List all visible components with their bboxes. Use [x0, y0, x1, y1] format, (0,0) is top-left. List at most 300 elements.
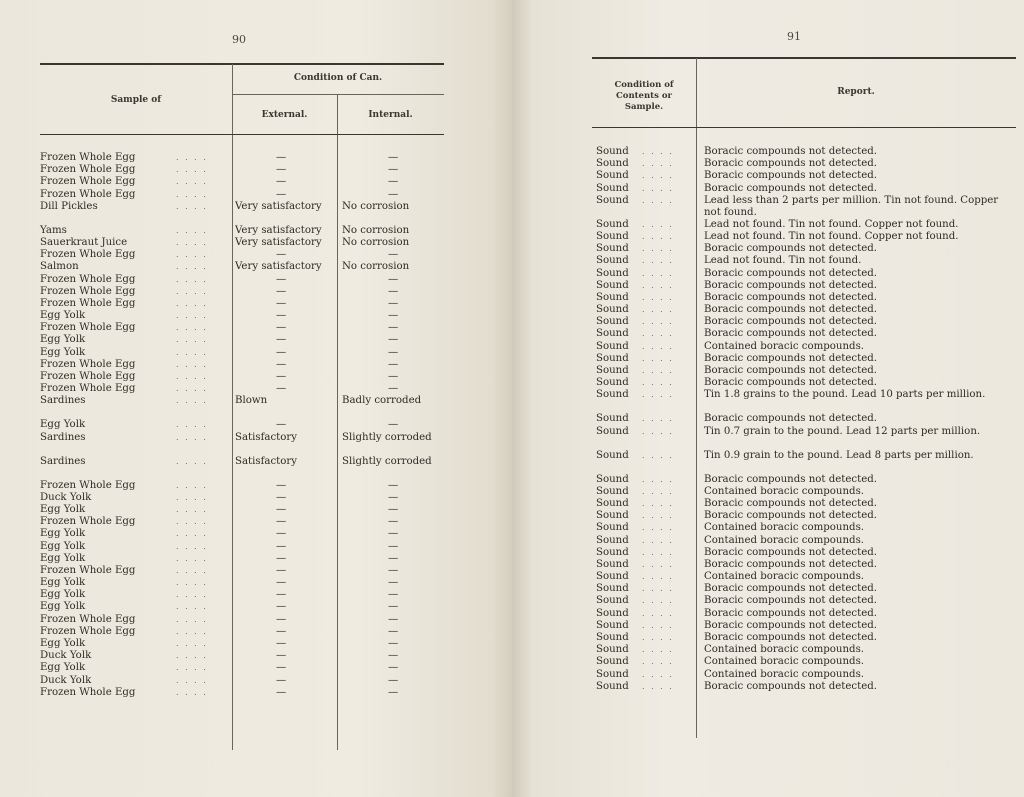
external-condition: — [276, 662, 287, 674]
report-text: Boracic compounds not detected. [704, 279, 878, 291]
leader-dots: . . . . [642, 292, 674, 302]
leader-dots: . . . . [642, 366, 674, 375]
table-row [512, 341, 1024, 353]
sample-name: Yams [40, 224, 67, 236]
table-row [0, 456, 512, 480]
table-row [0, 322, 512, 334]
table-row [512, 474, 1024, 486]
condition-value: Sound [596, 522, 629, 534]
internal-condition: Slightly corroded [342, 431, 432, 443]
table-row [0, 274, 512, 286]
leader-dots: . . . . [642, 317, 674, 327]
table-row [0, 347, 512, 359]
condition-value: Sound [596, 558, 629, 570]
internal-condition: — [388, 346, 399, 358]
external-condition: — [276, 638, 287, 649]
sample-name: Frozen Whole Egg [40, 285, 136, 297]
leader-dots: . . . . [642, 486, 674, 496]
report-text: Boracic compounds not detected. [704, 146, 878, 157]
sample-name: Egg Yolk [40, 601, 86, 613]
leader-dots: . . . . [176, 517, 208, 527]
condition-value: Sound [596, 194, 629, 206]
report-text: Boracic compounds not detected. [704, 413, 878, 425]
external-header: External. [261, 110, 308, 120]
table-row [512, 498, 1024, 510]
external-condition: — [276, 310, 287, 322]
external-condition: — [276, 503, 287, 515]
header-bottom-rule [40, 134, 444, 135]
leader-dots: . . . . [642, 244, 674, 254]
leader-dots: . . . . [642, 341, 674, 351]
internal-condition: — [388, 479, 399, 491]
table-row [512, 280, 1024, 292]
internal-condition: — [388, 334, 399, 346]
leader-dots: . . . . [176, 189, 208, 199]
leader-dots: . . . . [642, 183, 674, 193]
sample-name: Frozen Whole Egg [40, 383, 136, 395]
external-condition: — [276, 188, 287, 200]
table-row [512, 620, 1024, 632]
table-row [512, 669, 1024, 681]
condition-of-contents-header: Condition of Contents or Sample. [614, 80, 674, 112]
leader-dots: . . . . [642, 645, 674, 655]
table-row [512, 292, 1024, 304]
condition-value: Sound [596, 230, 629, 242]
table-row [0, 626, 512, 638]
leader-dots: . . . . [176, 153, 208, 162]
leader-dots: . . . . [642, 547, 674, 557]
external-condition: — [276, 516, 287, 528]
sample-name: Egg Yolk [40, 577, 86, 589]
report-text: Contained boracic compounds. [704, 522, 865, 534]
external-condition: — [276, 674, 287, 686]
left-table-body [0, 152, 512, 699]
leader-dots: . . . . [642, 329, 674, 339]
external-condition: — [276, 601, 287, 613]
internal-condition: — [388, 176, 399, 188]
condition-value: Sound [596, 328, 629, 340]
report-text: Boracic compounds not detected. [704, 619, 878, 631]
report-text: Boracic compounds not detected. [704, 680, 878, 692]
external-condition: — [276, 625, 287, 637]
sample-name: Frozen Whole Egg [40, 516, 136, 528]
table-row [512, 608, 1024, 620]
external-condition: — [276, 552, 287, 564]
leader-dots: . . . . [176, 384, 208, 394]
table-row [512, 195, 1024, 219]
condition-value: Sound [596, 170, 629, 182]
internal-condition: — [388, 564, 399, 576]
table-row [0, 237, 512, 249]
external-condition: — [276, 528, 287, 540]
leader-dots: . . . . [642, 219, 674, 229]
sample-name: Frozen Whole Egg [40, 273, 136, 285]
leader-dots: . . . . [642, 256, 674, 266]
internal-condition: — [388, 419, 399, 431]
table-row [0, 176, 512, 188]
leader-dots: . . . . [176, 602, 208, 612]
internal-condition: No corrosion [342, 200, 410, 212]
table-row [0, 164, 512, 176]
leader-dots: . . . . [642, 195, 674, 205]
condition-value: Sound [596, 644, 629, 656]
condition-value: Sound [596, 158, 629, 170]
condition-value: Sound [596, 182, 629, 194]
sample-name: Sauerkraut Juice [40, 236, 128, 248]
external-condition: — [276, 589, 287, 601]
condition-value: Sound [596, 377, 629, 389]
condition-value: Sound [596, 546, 629, 558]
condition-value: Sound [596, 340, 629, 352]
leader-dots: . . . . [176, 651, 208, 661]
internal-condition: — [388, 613, 399, 625]
condition-value: Sound [596, 316, 629, 328]
sample-name: Frozen Whole Egg [40, 164, 136, 176]
condition-value: Sound [596, 619, 629, 631]
sample-name: Sardines [40, 455, 86, 467]
leader-dots: . . . . [642, 353, 674, 363]
report-text: Contained boracic compounds. [704, 534, 865, 546]
table-row [0, 541, 512, 553]
internal-condition: — [388, 650, 399, 662]
report-text: Boracic compounds not detected. [704, 607, 878, 619]
condition-value: Sound [596, 255, 629, 267]
report-text: Boracic compounds not detected. [704, 304, 878, 316]
table-row [512, 353, 1024, 365]
internal-condition: — [388, 638, 399, 649]
sample-name: Duck Yolk [40, 491, 92, 503]
table-row [512, 559, 1024, 571]
leader-dots: . . . . [176, 274, 208, 284]
table-row [512, 170, 1024, 182]
leader-dots: . . . . [176, 298, 208, 308]
right-page [512, 0, 1024, 797]
internal-condition: — [388, 249, 399, 261]
internal-condition: No corrosion [342, 236, 410, 248]
condition-value: Sound [596, 497, 629, 509]
table-row [512, 450, 1024, 474]
sample-name: Frozen Whole Egg [40, 371, 136, 382]
leader-dots: . . . . [176, 565, 208, 575]
table-row [512, 219, 1024, 231]
leader-dots: . . . . [176, 590, 208, 600]
external-condition: Satisfactory [235, 455, 298, 467]
report-text: Boracic compounds not detected. [704, 243, 878, 255]
leader-dots: . . . . [642, 669, 674, 679]
internal-condition: — [388, 285, 399, 297]
leader-dots: . . . . [176, 480, 208, 490]
condition-value: Sound [596, 632, 629, 643]
external-condition: — [276, 176, 287, 188]
external-condition: — [276, 346, 287, 358]
condition-value: Sound [596, 218, 629, 230]
right-table-body [512, 146, 1024, 693]
report-text: Tin 0.9 grain to the pound. Lead 8 parts per million. [704, 449, 974, 461]
leader-dots: . . . . [642, 559, 674, 569]
internal-condition: Slightly corroded [342, 455, 432, 467]
leader-dots: . . . . [642, 511, 674, 521]
table-row [512, 183, 1024, 195]
table-row [512, 571, 1024, 583]
leader-dots: . . . . [176, 529, 208, 539]
condition-value: Sound [596, 291, 629, 303]
internal-condition: No corrosion [342, 261, 410, 273]
internal-condition: — [388, 516, 399, 528]
table-row [0, 492, 512, 504]
condition-value: Sound [596, 680, 629, 692]
leader-dots: . . . . [642, 498, 674, 508]
subheader-rule [232, 94, 444, 95]
report-text: Boracic compounds not detected. [704, 595, 878, 607]
internal-condition: — [388, 188, 399, 200]
leader-dots: . . . . [642, 572, 674, 582]
report-text: Boracic compounds not detected. [704, 267, 878, 279]
leader-dots: . . . . [176, 504, 208, 514]
leader-dots: . . . . [176, 250, 208, 260]
table-row [0, 310, 512, 322]
report-text: Boracic compounds not detected. [704, 365, 878, 376]
condition-value: Sound [596, 267, 629, 279]
external-condition: — [276, 164, 287, 176]
leader-dots: . . . . [176, 432, 208, 442]
sample-name: Egg Yolk [40, 503, 86, 515]
table-row [0, 201, 512, 225]
sample-name: Frozen Whole Egg [40, 358, 136, 370]
sample-name: Frozen Whole Egg [40, 297, 136, 309]
page-number: 91 [787, 30, 801, 43]
table-row [512, 486, 1024, 498]
internal-condition: — [388, 273, 399, 285]
table-row [0, 650, 512, 662]
internal-condition: — [388, 589, 399, 601]
leader-dots: . . . . [176, 675, 208, 685]
internal-condition: — [388, 577, 399, 589]
leader-dots: . . . . [176, 663, 208, 673]
leader-dots: . . . . [176, 541, 208, 551]
internal-condition: No corrosion [342, 224, 410, 236]
external-condition: — [276, 322, 287, 334]
table-row [0, 152, 512, 164]
internal-condition: — [388, 686, 399, 698]
leader-dots: . . . . [642, 231, 674, 241]
report-text: Boracic compounds not detected. [704, 182, 878, 194]
table-row [512, 644, 1024, 656]
external-condition: — [276, 249, 287, 261]
sample-name: Duck Yolk [40, 674, 92, 686]
report-text: Contained boracic compounds. [704, 656, 865, 668]
condition-value: Sound [596, 473, 629, 485]
report-text: Boracic compounds not detected. [704, 583, 878, 595]
table-row [512, 413, 1024, 425]
condition-value: Sound [596, 413, 629, 425]
internal-condition: — [388, 674, 399, 686]
external-condition: — [276, 285, 287, 297]
condition-value: Sound [596, 146, 629, 157]
condition-value: Sound [596, 352, 629, 364]
leader-dots: . . . . [176, 639, 208, 648]
external-condition: — [276, 686, 287, 698]
external-condition: — [276, 371, 287, 382]
sample-name: Frozen Whole Egg [40, 176, 136, 188]
leader-dots: . . . . [642, 280, 674, 290]
report-text: Boracic compounds not detected. [704, 316, 878, 328]
leader-dots: . . . . [176, 335, 208, 345]
table-row [512, 304, 1024, 316]
leader-dots: . . . . [642, 426, 674, 436]
internal-condition: — [388, 297, 399, 309]
leader-dots: . . . . [176, 359, 208, 369]
table-row [0, 432, 512, 456]
leader-dots: . . . . [642, 268, 674, 278]
sample-name: Frozen Whole Egg [40, 625, 136, 637]
page-number: 90 [232, 33, 246, 46]
table-row [512, 255, 1024, 267]
sample-name: Frozen Whole Egg [40, 152, 136, 163]
leader-dots: . . . . [642, 523, 674, 533]
leader-dots: . . . . [642, 147, 674, 156]
table-row [0, 249, 512, 261]
leader-dots: . . . . [176, 396, 208, 406]
sample-name: Dill Pickles [40, 200, 98, 212]
table-row [0, 528, 512, 540]
internal-condition: — [388, 491, 399, 503]
table-row [0, 516, 512, 528]
leader-dots: . . . . [176, 323, 208, 333]
leader-dots: . . . . [176, 262, 208, 272]
internal-condition: Badly corroded [342, 395, 422, 407]
table-row [0, 687, 512, 699]
leader-dots: . . . . [176, 347, 208, 357]
leader-dots: . . . . [176, 553, 208, 563]
condition-value: Sound [596, 668, 629, 680]
table-row [512, 328, 1024, 340]
condition-value: Sound [596, 607, 629, 619]
sample-name: Egg Yolk [40, 589, 86, 601]
report-header: Report. [837, 87, 875, 97]
report-text: Boracic compounds not detected. [704, 328, 878, 340]
table-row [0, 359, 512, 371]
table-row [0, 614, 512, 626]
sample-name: Frozen Whole Egg [40, 686, 136, 698]
report-text: Lead less than 2 parts per million. Tin not found. Copper not found. [704, 194, 999, 218]
leader-dots: . . . . [176, 311, 208, 321]
sample-name: Frozen Whole Egg [40, 564, 136, 576]
external-condition: — [276, 564, 287, 576]
table-row [512, 243, 1024, 255]
internal-condition: — [388, 503, 399, 515]
internal-condition: — [388, 528, 399, 540]
report-text: Contained boracic compounds. [704, 644, 865, 656]
leader-dots: . . . . [642, 390, 674, 400]
sample-name: Egg Yolk [40, 334, 86, 346]
report-text: Contained boracic compounds. [704, 340, 865, 352]
sample-name: Egg Yolk [40, 662, 86, 674]
table-row [512, 510, 1024, 522]
report-text: Tin 1.8 grains to the pound. Lead 10 parts per million. [704, 389, 986, 401]
leader-dots: . . . . [176, 177, 208, 187]
sample-name: Egg Yolk [40, 638, 86, 649]
sample-name: Egg Yolk [40, 528, 86, 540]
table-top-rule [40, 63, 444, 65]
table-row [512, 158, 1024, 170]
internal-condition: — [388, 371, 399, 382]
leader-dots: . . . . [642, 305, 674, 315]
table-row [0, 504, 512, 516]
leader-dots: . . . . [642, 450, 674, 460]
external-condition: Very satisfactory [235, 236, 322, 248]
external-condition: — [276, 577, 287, 589]
sample-name: Sardines [40, 431, 86, 443]
table-row [512, 377, 1024, 389]
leader-dots: . . . . [176, 286, 208, 296]
leader-dots: . . . . [176, 237, 208, 247]
report-text: Contained boracic compounds. [704, 485, 865, 497]
leader-dots: . . . . [176, 626, 208, 636]
leader-dots: . . . . [176, 687, 208, 697]
internal-condition: — [388, 552, 399, 564]
leader-dots: . . . . [642, 596, 674, 606]
condition-value: Sound [596, 425, 629, 437]
table-row [0, 225, 512, 237]
table-row [0, 662, 512, 674]
condition-value: Sound [596, 243, 629, 255]
sample-name: Frozen Whole Egg [40, 249, 136, 261]
table-row [512, 146, 1024, 158]
leader-dots: . . . . [642, 159, 674, 169]
sample-name: Egg Yolk [40, 310, 86, 322]
condition-value: Sound [596, 279, 629, 291]
header-bottom-rule [592, 127, 1016, 128]
condition-value: Sound [596, 365, 629, 376]
leader-dots: . . . . [642, 171, 674, 181]
sample-name: Egg Yolk [40, 552, 86, 564]
report-text: Boracic compounds not detected. [704, 352, 878, 364]
external-condition: — [276, 419, 287, 431]
report-text: Lead not found. Tin not found. [704, 255, 862, 267]
sample-name: Frozen Whole Egg [40, 613, 136, 625]
report-text: Tin 0.7 grain to the pound. Lead 12 parts per million. [704, 425, 981, 437]
sample-name: Egg Yolk [40, 419, 86, 431]
external-condition: Very satisfactory [235, 224, 322, 236]
external-condition: — [276, 273, 287, 285]
condition-of-can-header: Condition of Can. [293, 73, 383, 83]
report-text: Contained boracic compounds. [704, 571, 865, 583]
table-row [0, 395, 512, 419]
report-text: Boracic compounds not detected. [704, 158, 878, 170]
table-row [0, 577, 512, 589]
internal-condition: — [388, 322, 399, 334]
leader-dots: . . . . [176, 420, 208, 430]
sample-name: Sardines [40, 395, 86, 407]
external-condition: — [276, 479, 287, 491]
report-text: Contained boracic compounds. [704, 668, 865, 680]
report-text: Boracic compounds not detected. [704, 377, 878, 389]
leader-dots: . . . . [176, 225, 208, 235]
leader-dots: . . . . [642, 584, 674, 594]
external-condition: — [276, 152, 287, 163]
table-top-rule [592, 57, 1016, 59]
internal-condition: — [388, 383, 399, 395]
table-row [512, 231, 1024, 243]
internal-header: Internal. [368, 110, 413, 120]
table-row [512, 365, 1024, 377]
table-row [0, 589, 512, 601]
external-condition: — [276, 540, 287, 552]
leader-dots: . . . . [176, 578, 208, 588]
table-row [0, 298, 512, 310]
table-row [0, 371, 512, 383]
sample-name: Egg Yolk [40, 540, 86, 552]
